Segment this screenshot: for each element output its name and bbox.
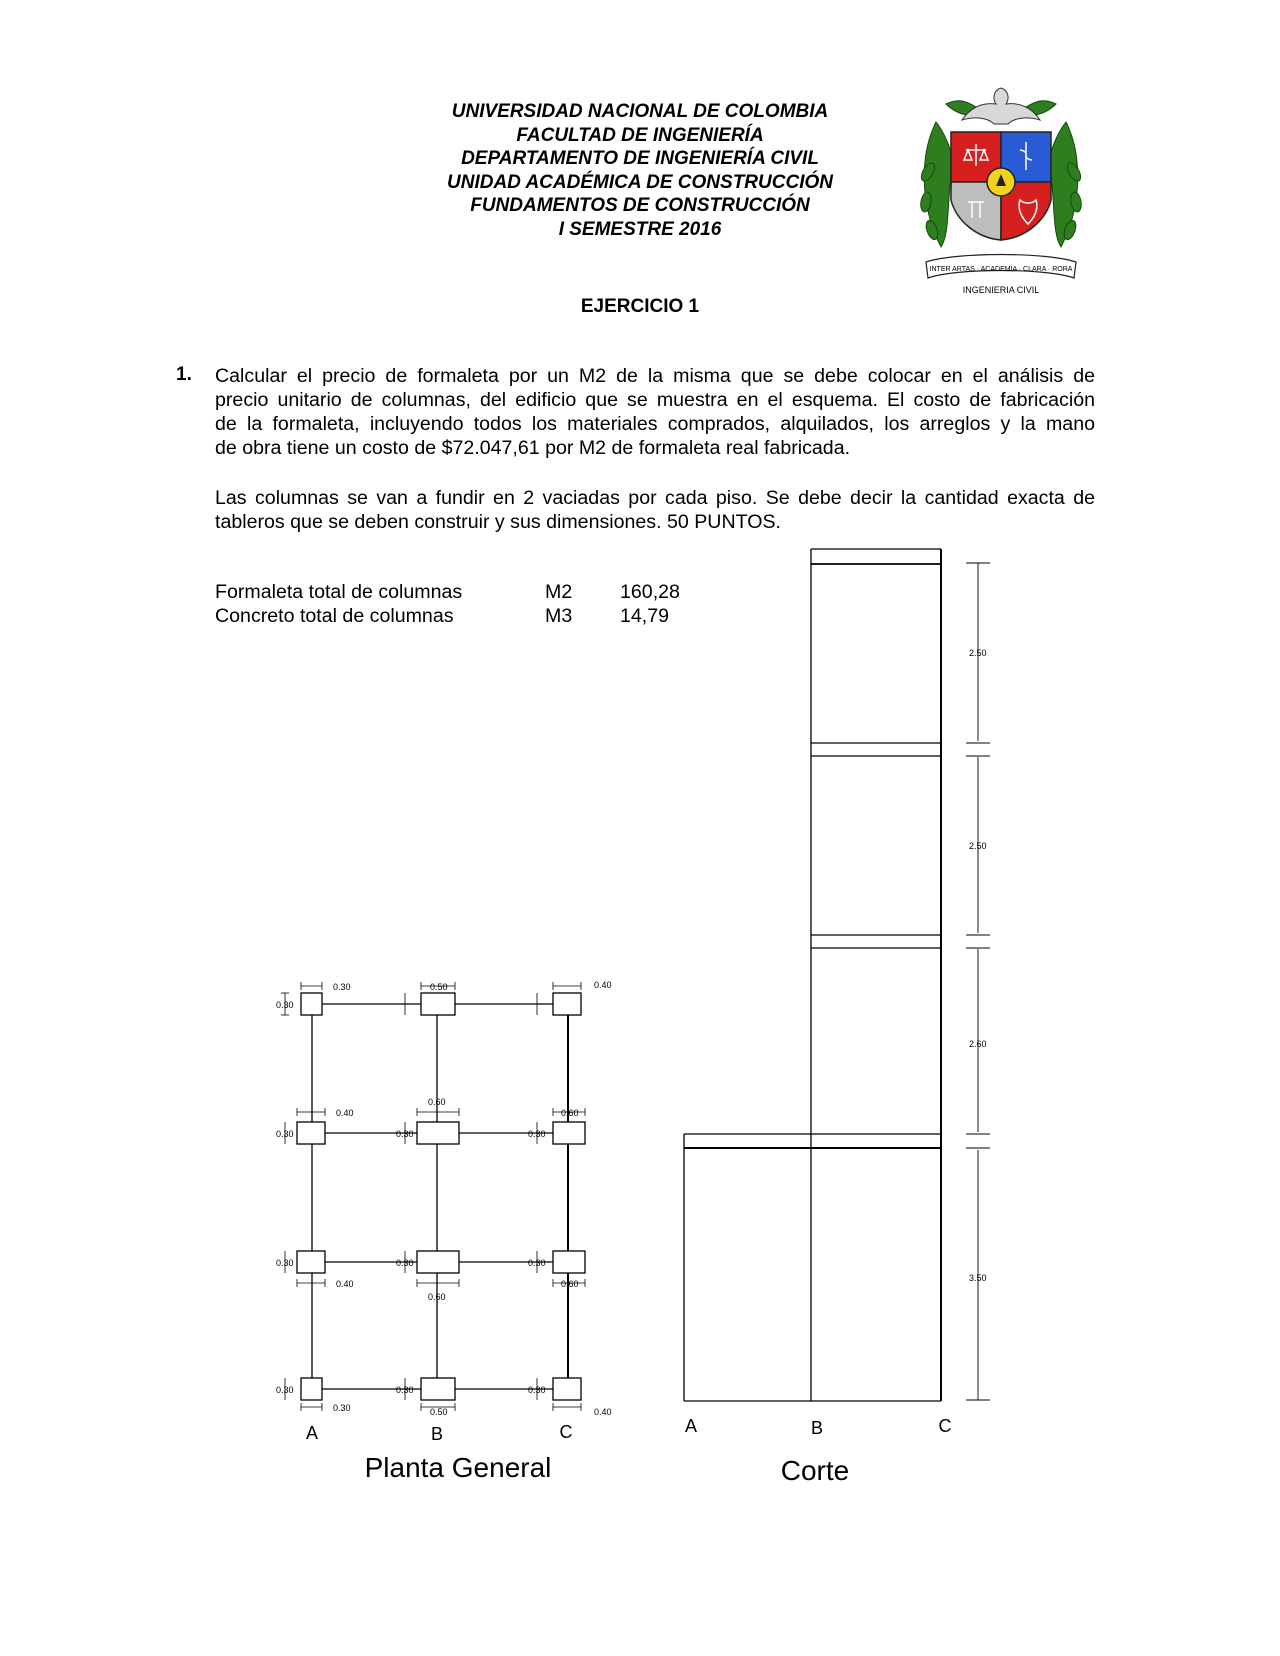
plan-dim-label: 0.30 xyxy=(528,1129,546,1139)
plan-dim-label: 0.30 xyxy=(276,1000,294,1010)
plan-dim-label: 0.60 xyxy=(428,1097,446,1107)
section-axis-c: C xyxy=(938,1416,952,1436)
plan-dim-label: 0.60 xyxy=(561,1279,579,1289)
plan-dim-label: 0.30 xyxy=(333,982,351,992)
plan-dim-label: 0.30 xyxy=(396,1129,414,1139)
header-line-unit: UNIDAD ACADÉMICA DE CONSTRUCCIÓN xyxy=(447,171,833,193)
plan-dim-label: 0.60 xyxy=(428,1292,446,1302)
plan-title: Planta General xyxy=(364,1452,552,1483)
plan-dim-label: 0.40 xyxy=(336,1279,354,1289)
plan-dim-label: 0.40 xyxy=(594,980,612,990)
plan-dim-label: 0.40 xyxy=(594,1407,612,1417)
exercise-title: EJERCICIO 1 xyxy=(580,296,700,317)
quantity-value: 160,28 xyxy=(620,581,680,603)
plan-dim-label: 0.30 xyxy=(276,1385,294,1395)
section-height-label: 2.60 xyxy=(969,1039,987,1049)
quantity-label: Formaleta total de columnas xyxy=(215,581,463,603)
crest-caption: INGENIERIA CIVIL xyxy=(962,285,1040,295)
plan-dim-label: 0.30 xyxy=(333,1403,351,1413)
section-height-label: 3.50 xyxy=(969,1273,987,1283)
plan-column xyxy=(301,993,322,1015)
section-height-label: 2.50 xyxy=(969,841,987,851)
plan-dim-label: 0.30 xyxy=(396,1385,414,1395)
plan-dim-label: 0.30 xyxy=(276,1258,294,1268)
section-height-label: 2.50 xyxy=(969,648,987,658)
paragraph-2-line: tableros que se deben construir y sus dimensiones. 50 PUNTOS. xyxy=(215,511,781,533)
plan-dim-label: 0.50 xyxy=(430,1407,448,1417)
plan-column xyxy=(297,1122,325,1144)
quantity-label: Concreto total de columnas xyxy=(215,605,454,627)
quantity-unit: M2 xyxy=(545,581,573,603)
plan-dim-label: 0.30 xyxy=(528,1258,546,1268)
paragraph-1-line: precio unitario de columnas, del edificio que se muestra en el esquema. El costo de fabricación xyxy=(215,389,1095,411)
plan-column xyxy=(417,1122,459,1144)
section-axis-a: A xyxy=(684,1416,698,1436)
plan-dim-label: 0.60 xyxy=(561,1108,579,1118)
header-line-university: UNIVERSIDAD NACIONAL DE COLOMBIA xyxy=(451,101,829,122)
plan-column xyxy=(553,1122,585,1144)
paragraph-2-line: Las columnas se van a fundir en 2 vaciadas por cada piso. Se debe decir la cantidad exacta de xyxy=(215,487,1095,509)
header-line-semester: I SEMESTRE 2016 xyxy=(558,218,722,240)
plan-dim-label: 0.40 xyxy=(336,1108,354,1118)
plan-column xyxy=(553,1378,581,1400)
quantity-value: 14,79 xyxy=(620,605,670,627)
plan-axis-a: A xyxy=(305,1423,319,1443)
paragraph-1-line: de la formaleta, incluyendo todos los materiales comprados, alquilados, los arreglos y la mano xyxy=(215,413,1095,435)
plan-dimension-ticks xyxy=(281,982,585,1411)
header-line-faculty: FACULTAD DE INGENIERÍA xyxy=(516,124,764,146)
header-line-course: FUNDAMENTOS DE CONSTRUCCIÓN xyxy=(470,195,810,216)
paragraph-1-line: de obra tiene un costo de $72.047,61 por M2 de formaleta real fabricada. xyxy=(215,437,851,459)
plan-axis-c: C xyxy=(559,1422,573,1442)
plan-axis-b: B xyxy=(430,1424,444,1444)
plan-column xyxy=(553,993,581,1015)
crest-motto: INTER ARTAS · ACADEMIA · CLARA · RORA xyxy=(929,266,1073,273)
section-title: Corte xyxy=(780,1455,850,1486)
question-number: 1. xyxy=(176,364,192,385)
plan-column xyxy=(417,1251,459,1273)
quantity-unit: M3 xyxy=(545,605,573,627)
plan-column xyxy=(553,1251,585,1273)
plan-dim-label: 0.30 xyxy=(396,1258,414,1268)
plan-column xyxy=(421,993,455,1015)
plan-dim-label: 0.30 xyxy=(276,1129,294,1139)
section-drawing xyxy=(684,549,941,1401)
plan-dim-label: 0.50 xyxy=(430,982,448,992)
plan-column xyxy=(297,1251,325,1273)
plan-column xyxy=(421,1378,455,1400)
plan-dim-label: 0.30 xyxy=(528,1385,546,1395)
section-axis-b: B xyxy=(810,1418,824,1438)
plan-drawing xyxy=(297,993,585,1400)
paragraph-1-line: Calcular el precio de formaleta por un M2 de la misma que se debe colocar en el análisis de xyxy=(215,365,1095,387)
plan-column xyxy=(301,1378,322,1400)
header-line-department: DEPARTAMENTO DE INGENIERÍA CIVIL xyxy=(461,148,819,169)
